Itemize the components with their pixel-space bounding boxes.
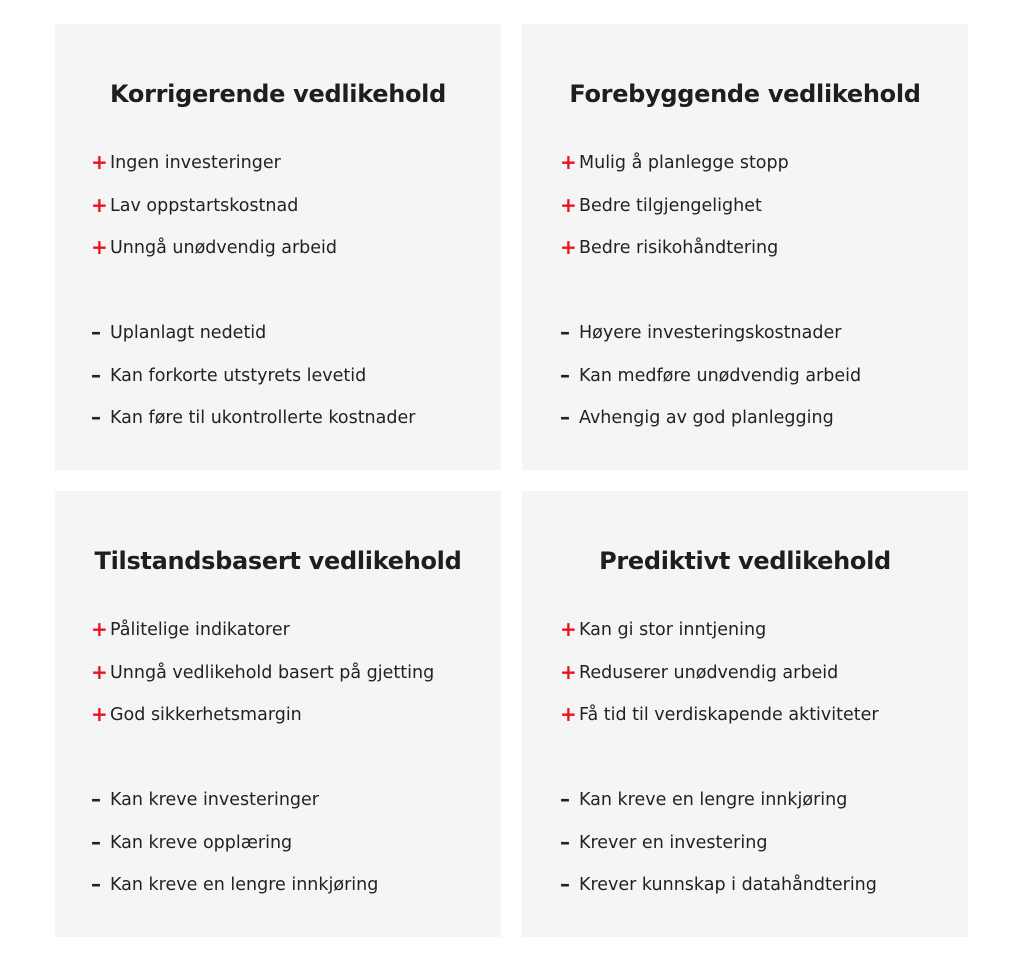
- con-text: Høyere investeringskostnader: [579, 323, 842, 343]
- card-prediktivt: [522, 491, 968, 937]
- con-text: Krever kunnskap i datahåndtering: [579, 875, 877, 895]
- plus-icon: +: [91, 150, 108, 174]
- con-item: [560, 321, 861, 364]
- minus-icon: –: [560, 787, 570, 811]
- card-title: Prediktivt vedlikehold: [599, 547, 891, 575]
- minus-icon: –: [560, 829, 570, 854]
- pro-item: [560, 151, 789, 194]
- con-text: Kan føre til ukontrollerte kostnader: [110, 408, 416, 428]
- con-text: Avhengig av god planlegging: [579, 408, 834, 428]
- pro-item: [560, 703, 879, 746]
- card-tilstandsbasert: [55, 491, 501, 937]
- pro-text: Få tid til verdiskapende aktiviteter: [579, 705, 879, 725]
- pros-list: [91, 618, 434, 746]
- card-forebyggende: [522, 24, 968, 470]
- pro-item: [91, 194, 337, 237]
- card-title: Tilstandsbasert vedlikehold: [94, 547, 462, 575]
- minus-icon: –: [560, 872, 570, 896]
- pro-item: [91, 618, 434, 661]
- pro-text: Bedre tilgjengelighet: [579, 195, 762, 216]
- con-item: [560, 831, 877, 874]
- con-text: Uplanlagt nedetid: [110, 323, 267, 343]
- plus-icon: +: [91, 235, 108, 259]
- minus-icon: –: [91, 362, 101, 387]
- plus-icon: +: [91, 192, 108, 217]
- con-item: [560, 406, 861, 449]
- con-text: Kan kreve opplæring: [110, 832, 293, 853]
- con-item: [91, 321, 415, 364]
- pro-text: Bedre risikohåndtering: [579, 238, 779, 258]
- cons-list: [91, 321, 415, 449]
- pro-text: God sikkerhetsmargin: [110, 705, 302, 725]
- plus-icon: +: [560, 617, 577, 641]
- cons-list: [91, 788, 378, 916]
- con-text: Kan kreve en lengre innkjøring: [110, 875, 379, 895]
- plus-icon: +: [560, 192, 577, 217]
- con-item: [91, 873, 378, 916]
- con-item: [91, 831, 378, 874]
- cons-list: [560, 321, 861, 449]
- pro-item: [560, 661, 879, 704]
- con-item: [91, 406, 415, 449]
- minus-icon: –: [91, 405, 101, 429]
- plus-icon: +: [91, 617, 108, 641]
- pro-text: Unngå unødvendig arbeid: [110, 238, 338, 258]
- plus-icon: +: [560, 702, 577, 726]
- pros-list: [560, 618, 879, 746]
- pro-item: [560, 618, 879, 661]
- con-text: Krever en investering: [579, 832, 768, 853]
- plus-icon: +: [560, 659, 577, 684]
- con-item: [91, 364, 415, 407]
- con-text: Kan forkorte utstyrets levetid: [110, 365, 367, 386]
- pro-text: Pålitelige indikatorer: [110, 620, 290, 640]
- minus-icon: –: [560, 362, 570, 387]
- con-item: [560, 788, 877, 831]
- pro-text: Unngå vedlikehold basert på gjetting: [110, 662, 435, 683]
- plus-icon: +: [91, 659, 108, 684]
- con-text: Kan medføre unødvendig arbeid: [579, 365, 862, 386]
- pro-item: [560, 194, 789, 237]
- pro-item: [91, 151, 337, 194]
- pro-item: [91, 703, 434, 746]
- pro-text: Kan gi stor inntjening: [579, 620, 767, 640]
- con-item: [560, 873, 877, 916]
- minus-icon: –: [91, 872, 101, 896]
- pros-list: [91, 151, 337, 279]
- con-text: Kan kreve investeringer: [110, 790, 319, 810]
- plus-icon: +: [560, 235, 577, 259]
- con-text: Kan kreve en lengre innkjøring: [579, 790, 848, 810]
- pro-text: Reduserer unødvendig arbeid: [579, 662, 839, 683]
- pro-text: Lav oppstartskostnad: [110, 195, 299, 216]
- minus-icon: –: [560, 320, 570, 344]
- con-item: [560, 364, 861, 407]
- con-item: [91, 788, 378, 831]
- minus-icon: –: [91, 787, 101, 811]
- card-title: Forebyggende vedlikehold: [569, 80, 921, 108]
- pro-text: Ingen investeringer: [110, 153, 281, 173]
- pro-item: [91, 661, 434, 704]
- plus-icon: +: [560, 150, 577, 174]
- pro-item: [560, 236, 789, 279]
- minus-icon: –: [91, 829, 101, 854]
- minus-icon: –: [560, 405, 570, 429]
- card-korrigerende: [55, 24, 501, 470]
- card-title: Korrigerende vedlikehold: [110, 80, 446, 108]
- cons-list: [560, 788, 877, 916]
- minus-icon: –: [91, 320, 101, 344]
- pro-text: Mulig å planlegge stopp: [579, 153, 789, 173]
- plus-icon: +: [91, 702, 108, 726]
- pro-item: [91, 236, 337, 279]
- pros-list: [560, 151, 789, 279]
